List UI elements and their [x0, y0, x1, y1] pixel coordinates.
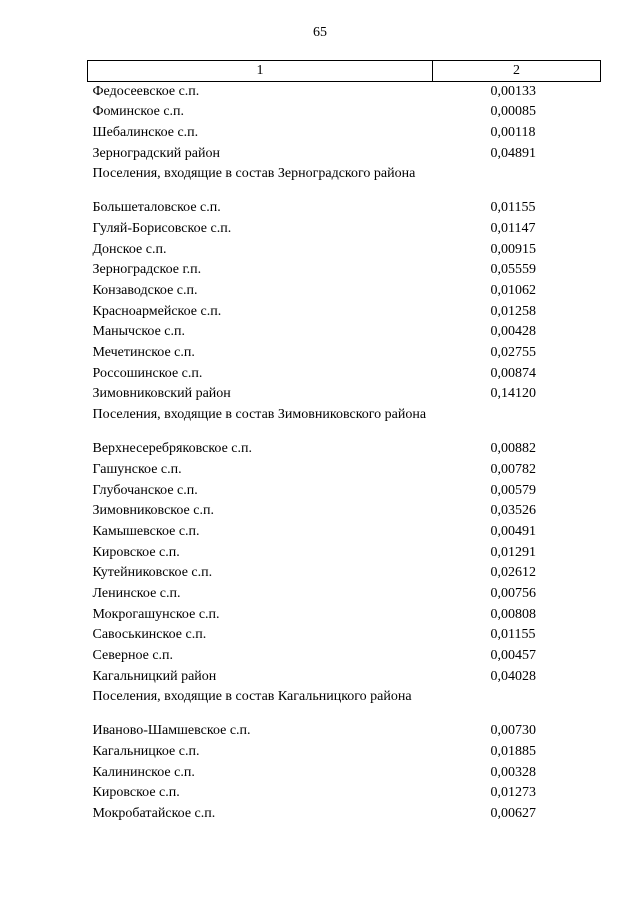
row-value-cell: 0,00782	[490, 461, 536, 477]
table-row	[88, 584, 601, 605]
table-row	[88, 219, 601, 240]
table-row	[88, 82, 601, 103]
row-value-cell: 0,04028	[490, 668, 536, 684]
table-row	[88, 804, 601, 825]
row-name-cell: Кагальницкое с.п.	[92, 744, 200, 760]
row-name-cell: Шебалинское с.п.	[92, 124, 199, 140]
column-header-2: 2	[433, 61, 601, 82]
row-value-cell: 0,00756	[490, 585, 536, 601]
row-value-cell: 0,01155	[490, 627, 536, 643]
data-table	[87, 60, 601, 825]
row-value-cell: 0,01291	[490, 544, 536, 560]
row-name-cell: Зерноградский район	[92, 145, 220, 161]
row-name-cell: Конзаводское с.п.	[92, 283, 198, 298]
table-row	[88, 260, 601, 281]
row-value-cell: 0,00133	[490, 84, 536, 99]
table-row	[88, 281, 601, 302]
table-row	[88, 198, 601, 219]
table-row	[88, 763, 601, 784]
row-value-cell: 0,02612	[490, 565, 536, 581]
row-value-cell: 0,00915	[490, 241, 536, 257]
row-name-cell: Зимовниковский район	[92, 386, 231, 402]
row-value-cell: 0,00730	[490, 723, 536, 739]
row-name-cell: Верхнесеребряковское с.п.	[92, 441, 252, 457]
row-name-cell: Кировское с.п.	[92, 544, 180, 560]
row-value-cell: 0,01273	[490, 785, 536, 801]
row-name-cell: Кагальницкий район	[92, 668, 217, 684]
row-value-cell: 0,00085	[490, 104, 536, 120]
row-name-cell: Иваново-Шамшевское с.п.	[92, 723, 251, 739]
table-row	[88, 123, 601, 144]
row-value-cell: 0,01062	[490, 283, 536, 298]
row-name-cell: Зерноградское г.п.	[92, 262, 202, 278]
table-row	[88, 605, 601, 626]
row-name-cell: Поселения, входящие в состав Зимовниковского района	[92, 407, 427, 423]
table-row	[88, 543, 601, 564]
row-value-cell: 0,02755	[490, 345, 536, 361]
table-row	[88, 563, 601, 584]
table-row	[88, 439, 601, 460]
table-row	[88, 460, 601, 481]
row-value-cell: 0,00328	[490, 764, 536, 780]
row-value-cell	[433, 405, 601, 439]
table-row	[88, 322, 601, 343]
table-row	[88, 102, 601, 123]
row-value-cell	[433, 164, 601, 198]
table-row	[88, 687, 601, 721]
row-name-cell: Донское с.п.	[92, 241, 167, 257]
row-name-cell: Манычское с.п.	[92, 324, 185, 340]
row-name-cell: Ленинское с.п.	[92, 585, 181, 601]
row-name-cell: Зимовниковское с.п.	[92, 503, 214, 519]
row-name-cell: Савоськинское с.п.	[92, 627, 207, 643]
row-value-cell	[433, 687, 601, 721]
row-value-cell: 0,01885	[490, 744, 536, 760]
table-row	[88, 364, 601, 385]
table-row	[88, 144, 601, 165]
table-row	[88, 667, 601, 688]
table-row	[88, 646, 601, 667]
row-value-cell: 0,00118	[490, 124, 536, 140]
row-value-cell: 0,00882	[490, 441, 536, 457]
table-body	[88, 82, 601, 825]
table-row	[88, 625, 601, 646]
row-name-cell: Камышевское с.п.	[92, 523, 200, 539]
row-value-cell: 0,05559	[490, 262, 536, 278]
row-name-cell: Мокрогашунское с.п.	[92, 606, 220, 622]
table-row	[88, 742, 601, 763]
table-header-row	[88, 61, 601, 82]
table-row	[88, 522, 601, 543]
row-name-cell: Поселения, входящие в состав Кагальницкого района	[92, 689, 412, 705]
row-value-cell: 0,00428	[490, 324, 536, 340]
table-row	[88, 501, 601, 522]
table-row	[88, 302, 601, 323]
table-row	[88, 343, 601, 364]
row-name-cell: Поселения, входящие в состав Зерноградского района	[92, 166, 416, 182]
row-name-cell: Калининское с.п.	[92, 764, 195, 780]
row-value-cell: 0,01147	[490, 220, 536, 236]
row-value-cell: 0,00627	[490, 806, 536, 822]
row-value-cell: 0,04891	[490, 145, 536, 161]
table-row	[88, 405, 601, 439]
row-name-cell: Фоминское с.п.	[92, 104, 185, 120]
row-name-cell: Гуляй-Борисовское с.п.	[92, 220, 232, 236]
row-name-cell: Мечетинское с.п.	[92, 345, 195, 361]
table-row	[88, 481, 601, 502]
row-value-cell: 0,00579	[490, 482, 536, 498]
row-name-cell: Северное с.п.	[92, 648, 174, 663]
table-row	[88, 721, 601, 742]
table-row	[88, 164, 601, 198]
table-row	[88, 240, 601, 261]
row-name-cell: Мокробатайское с.п.	[92, 806, 216, 822]
row-name-cell: Красноармейское с.п.	[92, 303, 222, 319]
row-value-cell: 0,00808	[490, 606, 536, 622]
table-row	[88, 384, 601, 405]
row-value-cell: 0,00457	[490, 648, 536, 663]
row-name-cell: Большеталовское с.п.	[92, 200, 221, 216]
row-name-cell: Федосеевское с.п.	[92, 84, 200, 99]
row-name-cell: Глубочанское с.п.	[92, 482, 198, 498]
row-value-cell: 0,03526	[490, 503, 536, 519]
page-number: 65	[313, 25, 327, 40]
row-name-cell: Кутейниковское с.п.	[92, 565, 213, 581]
row-value-cell: 0,14120	[490, 386, 536, 402]
row-name-cell: Кировское с.п.	[92, 785, 180, 801]
row-value-cell: 0,01258	[490, 303, 536, 319]
row-value-cell: 0,01155	[490, 200, 536, 216]
row-value-cell: 0,00874	[490, 365, 536, 381]
row-value-cell: 0,00491	[490, 523, 536, 539]
row-name-cell: Россошинское с.п.	[92, 365, 203, 381]
column-header-1: 1	[88, 61, 433, 82]
row-name-cell: Гашунское с.п.	[92, 461, 182, 477]
table-row	[88, 783, 601, 804]
